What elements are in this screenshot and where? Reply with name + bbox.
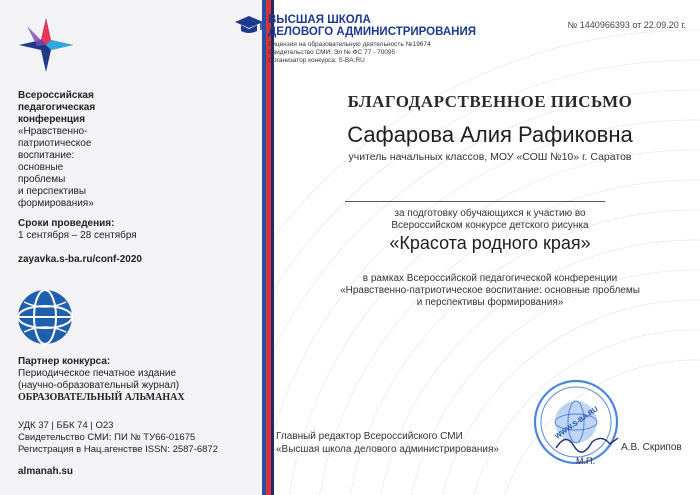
globe-logo-icon [16,288,74,346]
signature-line-2: «Высшая школа делового администрирования» [276,444,499,455]
license-line: Лицензия на образовательную деятельность №19674 [268,41,431,48]
registry-line-2: Свидетельство СМИ: ПИ № ТУ66-01675 [18,432,196,443]
stamp-text: WWW.S-BA.RU [554,405,600,441]
reason-line-1: за подготовку обучающихся к участию во [394,208,586,219]
registry-line-3: Регистрация в Нац.агенстве ISSN: 2587-6872 [18,444,219,455]
partner-line-1: Периодическое печатное издание [18,368,177,379]
star-logo-icon [17,16,75,74]
graduation-cap-icon [234,14,264,36]
signature-scribble-icon [552,428,622,458]
stamp-mp: М.П. [576,456,595,466]
conf-name-6: и перспективы [18,186,87,197]
frame-line-3: и перспективы формирования» [416,297,564,308]
letter-title: БЛАГОДАРСТВЕННОЕ ПИСЬМО [347,92,633,111]
registry-line-1: УДК 37 | ББК 74 | О23 [18,420,114,431]
reason-line-2: Всероссийском конкурсе детского рисунка [391,220,589,231]
dates-value: 1 сентября – 28 сентября [18,230,137,241]
dates-title: Сроки проведения: [18,218,115,229]
contest-name: «Красота родного края» [389,233,591,253]
school-name-2: ДЕЛОВОГО АДМИНИСТРИРОВАНИЯ [268,26,477,38]
media-cert-line: Свидетельство СМИ: Эл № ФС 77 - 70095 [268,49,396,56]
recipient-name: Сафарова Алия Рафиковна [347,122,633,147]
sidebar [0,0,262,495]
conf-title-1: Всероссийская [18,90,94,101]
conference-link[interactable]: zayavka.s-ba.ru/conf-2020 [18,254,142,265]
conf-name-3: воспитание: [18,150,75,161]
organizer-line: Организатор конкурса: S-BA.RU [268,57,365,64]
signature-line-1: Главный редактор Всероссийского СМИ [276,431,463,442]
frame-line-1: в рамках Всероссийской педагогической конференции [362,273,618,284]
divider [345,201,605,202]
conf-name-2: патриотическое [18,138,92,149]
conf-name-7: формирования» [18,198,94,209]
partner-site[interactable]: almanah.su [18,466,74,477]
conf-name-1: «Нравственно- [18,126,88,137]
partner-name: ОБРАЗОВАТЕЛЬНЫЙ АЛЬМАНАХ [18,392,185,403]
conf-name-5: проблемы [18,174,66,185]
conf-title-2: педагогическая [18,102,96,113]
conf-name-4: основные [18,162,64,173]
conf-title-3: конференция [18,114,86,125]
document-number: № 1440966393 от 22.09.20 г. [567,20,686,30]
frame-line-2: «Нравственно-патриотическое воспитание: основные проблемы [340,285,640,296]
recipient-position: учитель начальных классов, МОУ «СОШ №10» г. Саратов [348,151,632,163]
signer-name: А.В. Скрипов [621,442,682,453]
partner-line-2: (научно-образовательный журнал) [18,380,180,391]
school-name-1: ВЫСШАЯ ШКОЛА [268,14,371,26]
partner-title: Партнер конкурса: [18,356,111,367]
